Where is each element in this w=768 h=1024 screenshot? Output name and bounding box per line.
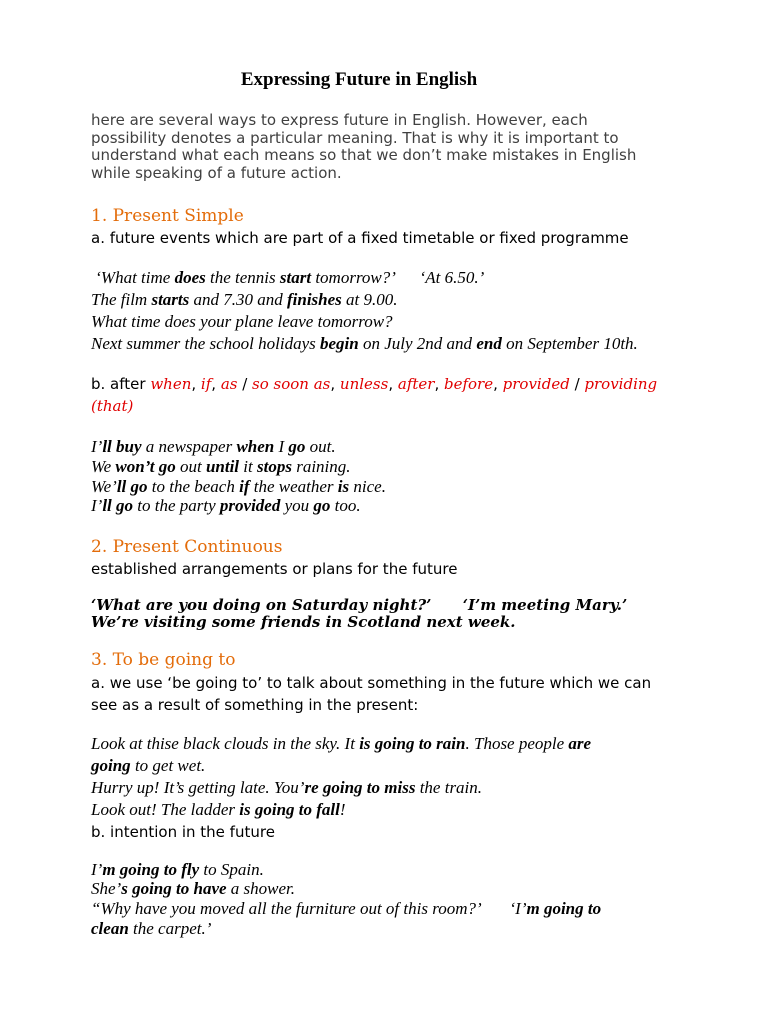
present-simple-b-line2 xyxy=(91,395,133,417)
going-to-a-line1: a. we use ‘be going to’ to talk about something in the future which we can xyxy=(91,674,652,692)
example-line: Look at thise black clouds in the sky. It is going to rain. Those people are xyxy=(91,734,592,753)
connector-if: if xyxy=(200,375,212,393)
example-line: I’m going to fly to Spain. xyxy=(91,860,264,879)
connector-that: (that) xyxy=(91,397,134,415)
example-line: I’ll go to the party provided you go too. xyxy=(91,496,361,515)
example-line: The film starts and 7.30 and finishes at 9.00. xyxy=(91,290,398,309)
intro-line: here are several ways to express future in English. However, each xyxy=(91,111,588,129)
section-heading-present-continuous: 2. Present Continuous xyxy=(91,537,283,557)
section-heading-present-simple: 1. Present Simple xyxy=(91,206,244,226)
example-line: We’ll go to the beach if the weather is nice. xyxy=(91,477,386,496)
connector-before: before xyxy=(444,375,494,393)
example-line: We won’t go out until it stops raining. xyxy=(91,457,351,476)
present-simple-b-line: b. after when, if, as / so soon as, unless, after, before, provided / providing xyxy=(91,375,658,393)
pc-example-line2: We’re visiting some friends in Scotland next week. xyxy=(91,613,516,631)
connector-provided: provided xyxy=(502,375,570,393)
example-line: Look out! The ladder is going to fall! xyxy=(91,800,346,819)
example-line: She’s going to have a shower. xyxy=(91,879,296,898)
example-line: Hurry up! It’s getting late. You’re going to miss the train. xyxy=(91,778,483,797)
example-line: What time does your plane leave tomorrow? xyxy=(91,312,393,331)
intro-paragraph xyxy=(91,112,691,182)
pc-example-question: ‘What are you doing on Saturday night?’ xyxy=(91,596,432,614)
present-continuous-text: established arrangements or plans for the future xyxy=(91,560,458,578)
intro-line: while speaking of a future action. xyxy=(91,163,342,182)
intro-line: understand what each means so that we don’t make mistakes in English xyxy=(91,146,637,164)
present-simple-a-text: a. future events which are part of a fixed timetable or fixed programme xyxy=(91,229,629,247)
connector-providing: providing xyxy=(584,375,658,393)
connector-when: when xyxy=(150,375,192,393)
example-line: Next summer the school holidays begin on July 2nd and end on September 10th. xyxy=(91,334,638,353)
section-heading-going-to: 3. To be going to xyxy=(91,650,236,670)
intro-line: possibility denotes a particular meaning. That is why it is important to xyxy=(91,128,619,147)
pc-example-answer: ‘I’m meeting Mary.’ xyxy=(462,596,628,614)
example-line: ‘What time does the tennis start tomorrow?’ ‘At 6.50.’ xyxy=(91,268,485,287)
connector-unless: unless xyxy=(339,375,389,393)
example-line xyxy=(91,596,627,614)
example-line: I’ll buy a newspaper when I go out. xyxy=(91,437,336,456)
example-line: going to get wet. xyxy=(91,756,206,775)
b-prefix: b. after xyxy=(91,375,151,393)
page-title: Expressing Future in English xyxy=(240,69,478,90)
going-to-b-text: b. intention in the future xyxy=(91,823,275,841)
example-line: clean the carpet.’ xyxy=(91,919,212,938)
connector-as: as xyxy=(220,375,238,393)
example-line: “Why have you moved all the furniture out of this room?’ ‘I’m going to xyxy=(91,899,602,918)
going-to-a-line2: see as a result of something in the present: xyxy=(91,696,419,714)
connector-so-soon-as: so soon as xyxy=(252,375,331,393)
connector-after: after xyxy=(397,375,435,393)
